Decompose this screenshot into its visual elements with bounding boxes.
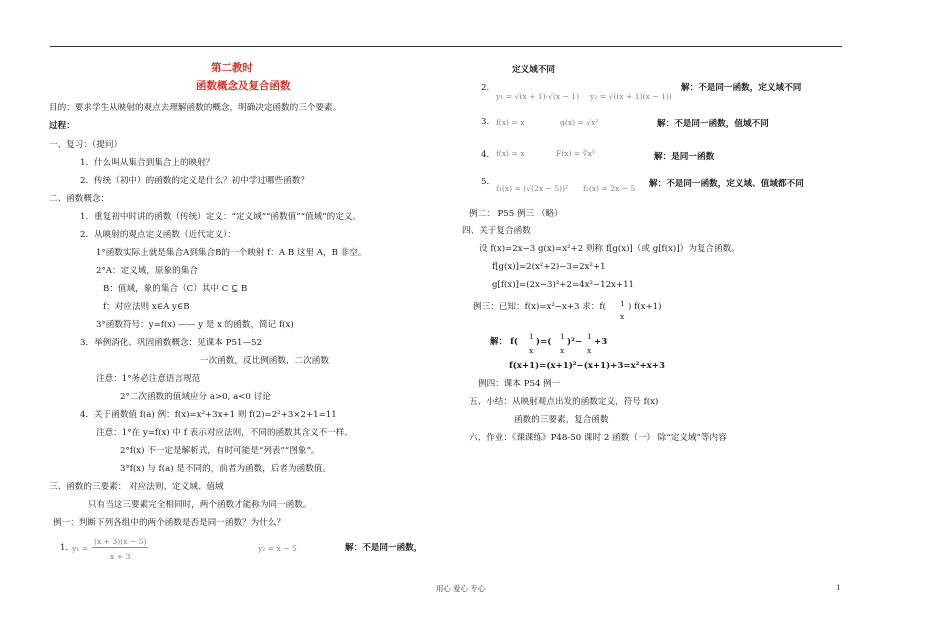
- note-3: 注意：1°在 y=f(x) 中 f 表示对应法则，不同的函数其含义不一样。: [96, 428, 353, 438]
- item-1-answer: 解：不是同一函数，: [345, 543, 423, 553]
- composite-fg: f[g(x)]=2(x²+2)−3=2x²+1: [492, 262, 606, 272]
- process-heading: 过程：: [49, 121, 75, 131]
- item-1-y1-numerator: (x + 3)(x − 5): [94, 537, 147, 546]
- definition-4: f：对应法则 x∈A y∈B: [103, 302, 190, 312]
- item-2-number: 2．: [481, 83, 496, 93]
- item-4-f1: f(x) = x: [496, 149, 525, 158]
- solution-2: f(x+1)=(x+1)²−(x+1)+3=x²+x+3: [509, 361, 665, 371]
- concept-point-1: 1．重复初中时讲的函数（传统）定义：“定义域”“函数值”“值域”的定义。: [80, 212, 362, 222]
- note-2: 2°二次函数的值域应分 a>0, a<0 讨论: [120, 392, 271, 402]
- definition-5: 3°函数符号：y=f(x) —— y 是 x 的函数，简记 f(x): [96, 320, 294, 330]
- note-4: 2°f(x) 不一定是解析式，有时可能是“列表”“图象”。: [120, 446, 320, 456]
- definition-2: 2°A：定义域，原象的集合: [96, 266, 198, 276]
- item-4-f2: F(x) = ∛x³: [556, 149, 595, 158]
- solution-1-num: 1: [529, 332, 534, 341]
- note-1: 注意：1°务必注意语言规范: [96, 374, 201, 384]
- summary-detail: 函数的三要素，复合函数: [514, 415, 609, 425]
- section-function-concept: 二、函数概念：: [49, 194, 110, 204]
- item-3-answer: 解：不是同一函数，值域不同: [657, 119, 769, 129]
- solution-1-num2: 1: [560, 332, 565, 341]
- example-2: 例二： P55 例三 （略）: [469, 209, 563, 219]
- example-3-frac-den: x: [620, 312, 625, 321]
- solution-1-lhs: 解： f(: [490, 337, 518, 347]
- concept-point-2: 2．从映射的观点定义函数（近代定义）：: [80, 230, 236, 240]
- example-1-prompt: 例一：判断下列各组中的两个函数是否是同一函数？为什么？: [53, 518, 286, 528]
- item-1-y2: y₂ = x − 5: [258, 544, 297, 553]
- item-1-answer-tail: 定义域不同: [512, 65, 555, 75]
- item-5-number: 5．: [481, 177, 496, 187]
- section-three-elements: 三、函数的三要素： 对应法则、定义域、值域: [49, 482, 224, 492]
- section-homework: 六、作业：《课课练》P48-50 课时 2 函数（一） 除“定义域”等内容: [469, 433, 727, 443]
- review-question-1: 1．什么叫从集合到集合上的映射？: [80, 158, 215, 168]
- item-4-answer: 解：是同一函数: [654, 152, 715, 162]
- review-question-2: 2．传统（初中）的函数的定义是什么？初中学过哪些函数？: [80, 176, 309, 186]
- example-3-tail: ) f(x+1): [628, 302, 662, 312]
- item-2-f1: y₁ = √(x + 1)·√(x − 1): [496, 92, 580, 101]
- solution-1-den: x: [529, 346, 534, 355]
- solution-1-rest: )²−: [567, 337, 583, 347]
- example-3-frac-num: 1: [620, 299, 625, 308]
- section-review: 一、复习：（提问）: [49, 140, 123, 150]
- solution-1-num3: 1: [587, 332, 592, 341]
- definition-1: 1°函数实际上就是集合A到集合B的一个映射 f：A B 这里 A，B 非空。: [96, 248, 367, 258]
- footer-motto: 用心 爱心 专心: [436, 584, 486, 593]
- item-2-answer: 解：不是同一函数，定义域不同: [681, 83, 802, 93]
- concept-point-3: 3．举例消化、巩固函数概念：见课本 P51—52: [80, 338, 262, 348]
- page-subtitle: 函数概念及复合函数: [196, 80, 291, 92]
- concept-point-4: 4．关于函数值 f(a) 例：f(x)=x²+3x+1 则 f(2)=2²+3×2+1=11: [80, 410, 337, 420]
- item-1-y1-denominator: x + 3: [110, 552, 131, 561]
- solution-1-mid: )=(: [536, 337, 552, 347]
- page-number: 1: [836, 583, 841, 592]
- item-5-f2: f₂(x) = 2x − 5: [583, 184, 636, 193]
- solution-1-den3: x: [587, 346, 592, 355]
- section-composite: 四、关于复合函数: [462, 226, 531, 236]
- item-3-number: 3．: [481, 117, 496, 127]
- solution-1-den2: x: [560, 346, 565, 355]
- item-4-number: 4．: [481, 150, 496, 160]
- item-5-answer: 解：不是同一函数，定义域、值域都不同: [649, 179, 804, 189]
- section-summary: 五、小结：从映射观点出发的函数定义，符号 f(x): [469, 397, 659, 407]
- item-1-y1-label: y₁ =: [72, 544, 89, 553]
- definition-3: B：值域，象的集合（C）其中 C ⊆ B: [103, 284, 248, 294]
- item-1-number: 1．: [60, 543, 75, 553]
- three-elements-note: 只有当这三要素完全相同时，两个函数才能称为同一函数。: [88, 500, 312, 510]
- item-2-f2: y₂ = √((x + 1)(x − 1)): [590, 92, 672, 101]
- solution-1-end: +3: [594, 337, 608, 347]
- composite-definition: 设 f(x)=2x−3 g(x)=x²+2 则称 f[g(x)]（或 g[f(x)]）为复合函数。: [479, 244, 740, 254]
- item-5-f1: f₁(x) = (√(2x − 5))²: [496, 184, 569, 193]
- item-3-f2: g(x) = √x²: [560, 118, 599, 127]
- item-3-f1: f(x) = x: [496, 118, 525, 127]
- header-rule: [50, 46, 842, 47]
- goal-line: 目的：要求学生从映射的观点去理解函数的概念，明确决定函数的三个要素。: [49, 103, 342, 113]
- note-5: 3°f(x) 与 f(a) 是不同的，前者为函数，后者为函数值。: [120, 464, 331, 474]
- example-4: 例四：课本 P54 例一: [478, 379, 561, 389]
- example-3-label: 例三：已知：f(x)=x²−x+3 求：f(: [473, 302, 606, 312]
- concept-point-3-examples: 一次函数，反比例函数，二次函数: [200, 356, 329, 366]
- page-title: 第二教时: [211, 62, 253, 74]
- composite-gf: g[f(x)]=(2x−3)²+2=4x²−12x+11: [492, 280, 635, 290]
